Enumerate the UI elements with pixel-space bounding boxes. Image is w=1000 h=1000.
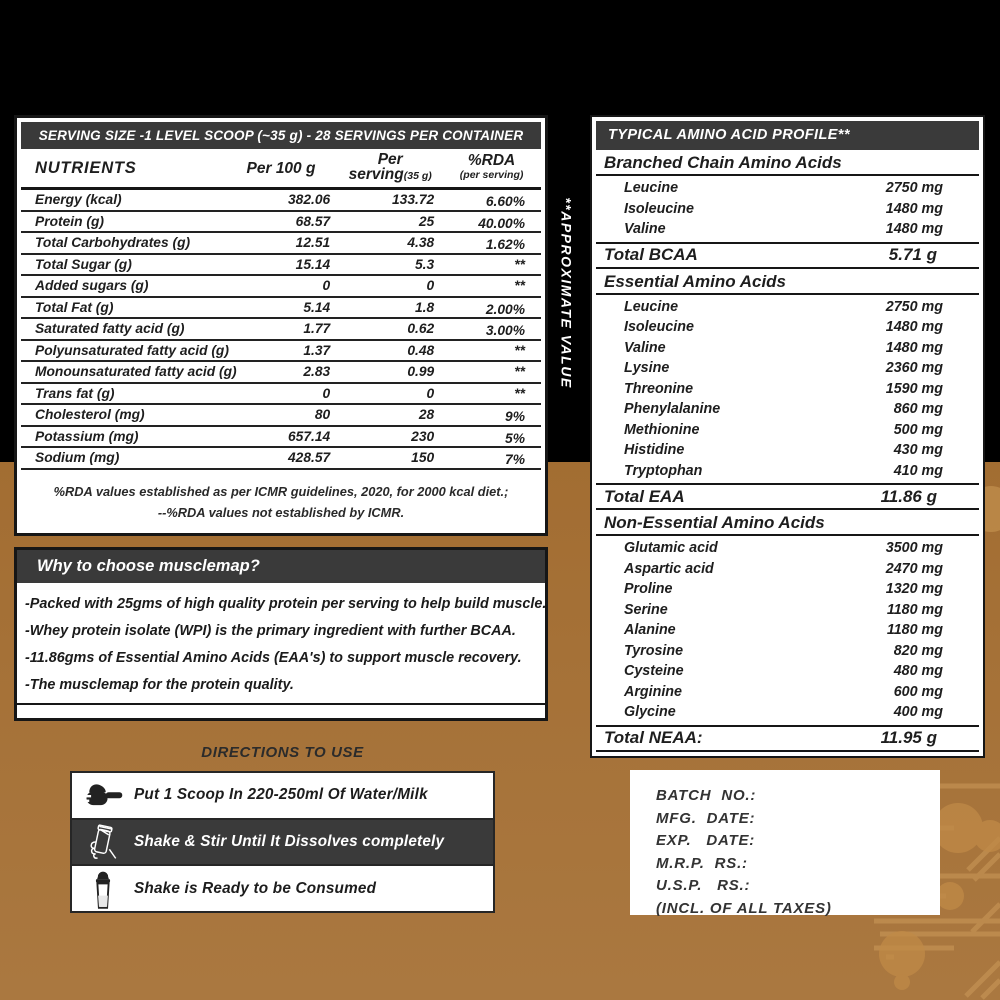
amino-acid-value: 820 mg [893,642,943,659]
nutrition-table-header [21,149,541,190]
nutrient-per-100g: 2.83 [303,364,331,380]
why-choose-bullet: -Whey protein isolate (WPI) is the primary ingredient with further BCAA. [25,623,516,639]
nutrient-per-serving: 28 [418,407,435,423]
nutrient-name: Added sugars (g) [35,278,149,294]
amino-acid-value: 1180 mg [886,601,943,618]
nutrient-row [21,362,541,384]
amino-acid-name: Tyrosine [624,642,684,659]
why-choose-bottom-strip [17,703,545,718]
nutrient-per-serving: 0.48 [407,342,435,358]
amino-section-items [596,176,979,242]
nutrient-name: Potassium (mg) [35,428,139,444]
amino-acid-name: Isoleucine [624,319,694,336]
nutrient-row [21,190,541,212]
amino-acid-row [596,358,979,379]
nutrient-per-serving: 1.8 [415,299,435,315]
shaker-hand-icon [72,822,134,862]
nutrient-name: Polyunsaturated fatty acid (g) [35,342,229,358]
amino-acid-row [596,379,979,400]
amino-acid-name: Lysine [624,360,670,377]
directions-title: DIRECTIONS TO USE [201,744,364,761]
amino-acid-name: Phenylalanine [624,401,721,418]
batch-line: U.S.P. RS.: [656,877,751,894]
amino-acid-row [596,219,979,240]
column-header-rda: %RDA (per serving) [459,152,524,181]
nutrient-rda: 1.62% [485,237,525,253]
nutrient-rda: ** [514,385,525,401]
nutrient-rda: 3.00% [485,323,525,339]
direction-step-text: Shake is Ready to be Consumed [134,879,377,897]
amino-acid-name: Alanine [624,622,676,639]
amino-acid-row [596,199,979,220]
amino-acid-value: 1480 mg [885,221,943,238]
amino-section-total [596,483,979,510]
nutrient-rda: ** [514,342,525,358]
amino-acid-row [596,702,979,723]
amino-acid-value: 410 mg [893,462,943,479]
amino-acid-row [596,317,979,338]
direction-step [72,773,493,820]
nutrient-per-100g: 5.14 [303,299,331,315]
amino-section [596,150,979,269]
batch-line: (INCL. OF ALL TAXES) [656,899,832,917]
nutrient-per-100g: 0 [322,278,331,294]
nutrient-row [21,427,541,449]
serving-size-header: SERVING SIZE -1 LEVEL SCOOP (~35 g) - 28 SERVINGS PER CONTAINER [21,122,541,149]
nutrient-row [21,319,541,341]
amino-acid-name: Leucine [624,180,679,197]
amino-acid-value: 3500 mg [885,540,943,557]
why-choose-bullet: -The musclemap for the protein quality. [25,677,294,693]
amino-section-total [596,242,979,269]
nutrient-per-100g: 382.06 [287,192,331,208]
nutrient-per-100g: 68.57 [295,213,331,229]
amino-acid-row [596,297,979,318]
amino-acid-row [596,620,979,641]
why-choose-bullet: -11.86gms of Essential Amino Acids (EAA's) to support muscle recovery. [25,650,522,666]
scoop-icon [72,780,134,810]
nutrient-per-100g: 428.57 [287,450,331,466]
amino-acid-row [596,538,979,559]
amino-section-items [596,295,979,484]
amino-acid-value: 860 mg [893,401,943,418]
direction-step-text: Shake & Stir Until It Dissolves completely [134,833,445,850]
amino-sections [596,150,979,752]
column-header-per-serving: Per serving(35 g) [348,151,432,183]
nutrient-name: Trans fat (g) [35,385,115,401]
amino-acid-value: 2360 mg [885,360,943,377]
amino-acid-name: Threonine [624,380,694,397]
amino-acid-name: Leucine [624,298,679,315]
amino-acid-value: 480 mg [893,663,943,680]
nutrient-per-serving: 0.62 [407,321,435,337]
nutrient-name: Monounsaturated fatty acid (g) [35,364,237,380]
amino-acid-value: 600 mg [893,683,943,700]
nutrient-per-100g: 80 [314,407,331,423]
amino-total-label: Total EAA [604,486,685,506]
nutrient-per-100g: 657.14 [287,428,331,444]
amino-acid-name: Histidine [624,442,685,459]
amino-total-value: 11.95 g [880,728,937,747]
amino-section-title: Non-Essential Amino Acids [596,510,979,536]
nutrient-per-serving: 25 [418,213,435,229]
amino-acid-value: 1180 mg [886,622,943,639]
nutrient-rda: 2.00% [485,301,525,317]
nutrient-rda: 5% [505,430,525,446]
batch-line: MFG. DATE: [656,809,756,827]
nutrient-name: Saturated fatty acid (g) [35,321,185,337]
amino-acid-name: Cysteine [624,663,684,680]
amino-acid-panel [590,115,985,758]
nutrient-per-serving: 230 [411,428,435,444]
nutrient-rda: 40.00% [478,215,525,231]
why-choose-panel [14,547,548,721]
amino-acid-row [596,559,979,580]
batch-line: EXP. DATE: [656,832,756,849]
nutrient-row [21,448,541,470]
nutrient-name: Total Carbohydrates (g) [35,235,191,251]
nutrient-name: Total Fat (g) [35,299,114,315]
nutrient-rda: ** [514,256,525,272]
nutrient-row [21,298,541,320]
amino-acid-row [596,682,979,703]
nutrient-per-serving: 0 [426,385,435,401]
direction-step [72,820,493,867]
shaker-icon [72,868,134,910]
amino-acid-name: Isoleucine [624,200,694,217]
nutrient-name: Protein (g) [35,213,104,229]
amino-acid-row [596,579,979,600]
nutrient-rda: 6.60% [485,194,525,210]
amino-acid-row [596,420,979,441]
amino-panel-header: TYPICAL AMINO ACID PROFILE** [596,121,979,150]
amino-acid-value: 400 mg [893,704,943,721]
nutrient-row [21,276,541,298]
amino-acid-name: Valine [624,339,666,356]
nutrient-per-serving: 133.72 [391,192,435,208]
nutrient-name: Sodium (mg) [35,450,120,466]
nutrient-row [21,233,541,255]
why-choose-bullets [17,583,545,703]
amino-acid-row [596,440,979,461]
batch-info-box [630,770,940,915]
amino-acid-value: 1480 mg [885,200,943,217]
amino-section-total [596,725,979,752]
nutrient-per-100g: 1.37 [303,342,331,358]
direction-step-text: Put 1 Scoop In 220-250ml Of Water/Milk [134,786,428,804]
batch-line: BATCH NO.: [656,787,757,804]
directions-box [70,771,495,913]
nutrient-row [21,384,541,406]
nutrient-name: Energy (kcal) [35,192,122,208]
amino-acid-value: 500 mg [893,421,943,438]
amino-acid-value: 1480 mg [885,319,943,336]
amino-acid-name: Proline [624,581,673,598]
amino-section-items [596,536,979,725]
amino-acid-value: 2750 mg [885,298,943,315]
rda-footnote: %RDA values established as per ICMR guidelines, 2020, for 2000 kcal diet.; --%RDA values not established by ICMR. [53,483,509,520]
amino-section [596,269,979,511]
batch-line: M.R.P. RS.: [656,854,748,872]
nutrient-rda: 7% [505,452,525,468]
amino-section-title: Essential Amino Acids [596,269,979,295]
nutrient-name: Total Sugar (g) [35,256,132,272]
column-header-per-100g: Per 100 g [246,159,316,177]
amino-acid-name: Valine [624,221,666,238]
amino-acid-row [596,461,979,482]
amino-acid-row [596,600,979,621]
amino-acid-value: 430 mg [893,442,943,459]
amino-acid-name: Glutamic acid [624,540,718,557]
amino-total-label: Total NEAA: [604,728,703,747]
amino-acid-name: Arginine [624,683,682,700]
nutrition-facts-panel [14,115,548,536]
nutrient-per-100g: 12.51 [295,235,331,251]
nutrient-rda: 9% [505,409,525,425]
nutrient-per-100g: 15.14 [295,256,331,272]
nutrient-rda: ** [514,278,525,294]
nutrient-per-serving: 0.99 [407,364,435,380]
direction-step [72,866,493,911]
amino-acid-row [596,641,979,662]
nutrition-table-body [21,190,541,470]
amino-acid-name: Tryptophan [624,462,703,479]
amino-acid-name: Aspartic acid [624,560,714,577]
nutrient-per-serving: 4.38 [407,235,435,251]
nutrient-row [21,255,541,277]
amino-section-title: Branched Chain Amino Acids [596,150,979,176]
amino-acid-value: 2750 mg [885,180,943,197]
amino-total-value: 11.86 g [880,486,937,506]
column-header-nutrients: NUTRIENTS [35,158,137,177]
amino-total-value: 5.71 g [888,245,937,264]
nutrient-row [21,212,541,234]
amino-total-label: Total BCAA [604,245,698,264]
nutrient-per-100g: 0 [322,385,331,401]
nutrient-rda: ** [514,364,525,380]
nutrient-row [21,405,541,427]
nutrient-per-serving: 0 [426,278,435,294]
why-choose-bullet: -Packed with 25gms of high quality protein per serving to help build muscle. [25,596,547,612]
amino-acid-row [596,661,979,682]
why-choose-header: Why to choose musclemap? [17,550,545,583]
nutrient-name: Cholesterol (mg) [35,407,145,423]
nutrient-per-100g: 1.77 [303,321,331,337]
amino-acid-value: 2470 mg [885,560,943,577]
approximate-value-note: **APPROXIMATE VALUE [559,197,575,389]
amino-acid-value: 1590 mg [885,380,943,397]
amino-acid-value: 1480 mg [885,339,943,356]
amino-acid-name: Glycine [624,704,676,721]
nutrient-per-serving: 150 [411,450,435,466]
amino-acid-row [596,178,979,199]
nutrient-per-serving: 5.3 [415,256,435,272]
nutrient-row [21,341,541,363]
amino-acid-value: 1320 mg [885,581,943,598]
amino-section [596,510,979,752]
amino-acid-name: Serine [624,601,668,618]
amino-acid-row [596,338,979,359]
amino-acid-row [596,399,979,420]
amino-acid-name: Methionine [624,421,700,438]
